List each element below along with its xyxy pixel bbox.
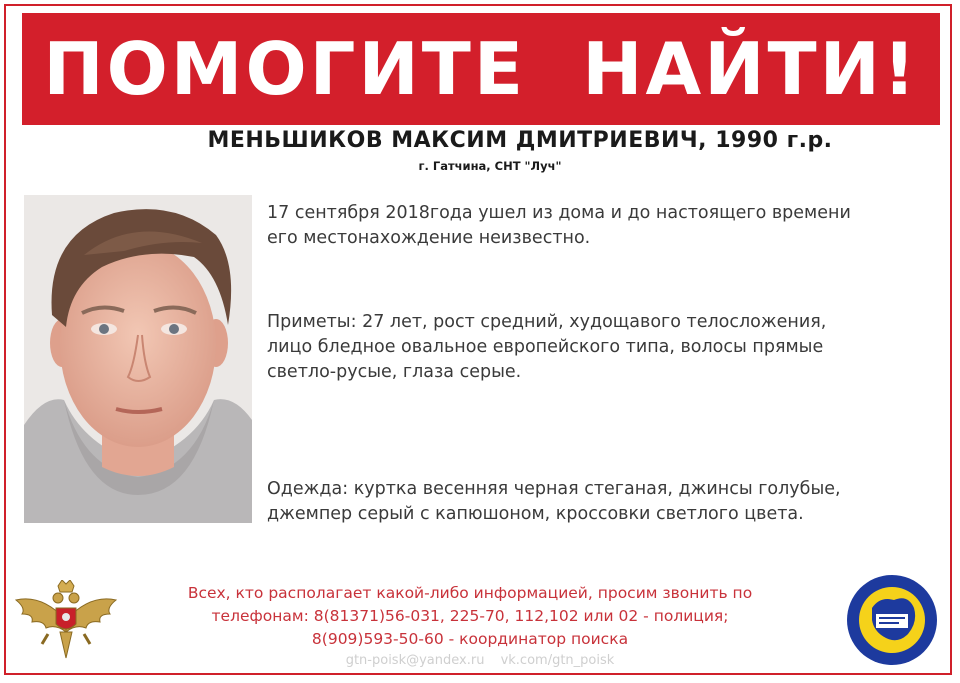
email-link[interactable]: gtn-poisk@yandex.ru bbox=[345, 653, 485, 668]
police-emblem-icon bbox=[12, 580, 120, 662]
features-line: светло-русые, глаза серые. bbox=[267, 362, 522, 382]
disappearance-line: 17 сентября 2018года ушел из дома и до настоящего времени bbox=[267, 203, 851, 223]
search-team-logo-icon bbox=[846, 574, 938, 666]
clothing-line: джемпер серый с капюшоном, кроссовки светлого цвета. bbox=[267, 504, 804, 524]
web-links bbox=[300, 653, 660, 668]
person-name: МЕНЬШИКОВ МАКСИМ ДМИТРИЕВИЧ, 1990 г.р. bbox=[207, 128, 833, 153]
clothing-line: Одежда: куртка весенняя черная стеганая, джинсы голубые, bbox=[267, 479, 841, 499]
location: г. Гатчина, СНТ "Луч" bbox=[418, 159, 562, 173]
headline-banner bbox=[22, 13, 940, 125]
contact-line: Всех, кто располагает какой-либо информацией, просим звонить по bbox=[187, 584, 753, 602]
disappearance-line: его местонахождение неизвестно. bbox=[267, 228, 591, 248]
features-text bbox=[267, 310, 947, 385]
features-line: лицо бледное овальное европейского типа, волосы прямые bbox=[267, 337, 824, 357]
contact-info bbox=[150, 582, 790, 651]
person-photo bbox=[24, 195, 252, 523]
contact-line: телефонам: 8(81371)56-031, 225-70, 112,102 или 02 - полиция; bbox=[211, 607, 729, 625]
features-line: Приметы: 27 лет, рост средний, худощавого телосложения, bbox=[267, 312, 827, 332]
clothing-text bbox=[267, 477, 947, 527]
disappearance-text bbox=[267, 201, 947, 251]
contact-line: 8(909)593-50-60 - координатор поиска bbox=[311, 630, 629, 648]
vk-link[interactable]: vk.com/gtn_poisk bbox=[500, 653, 615, 668]
headline: ПОМОГИТЕ НАЙТИ! bbox=[43, 27, 919, 111]
